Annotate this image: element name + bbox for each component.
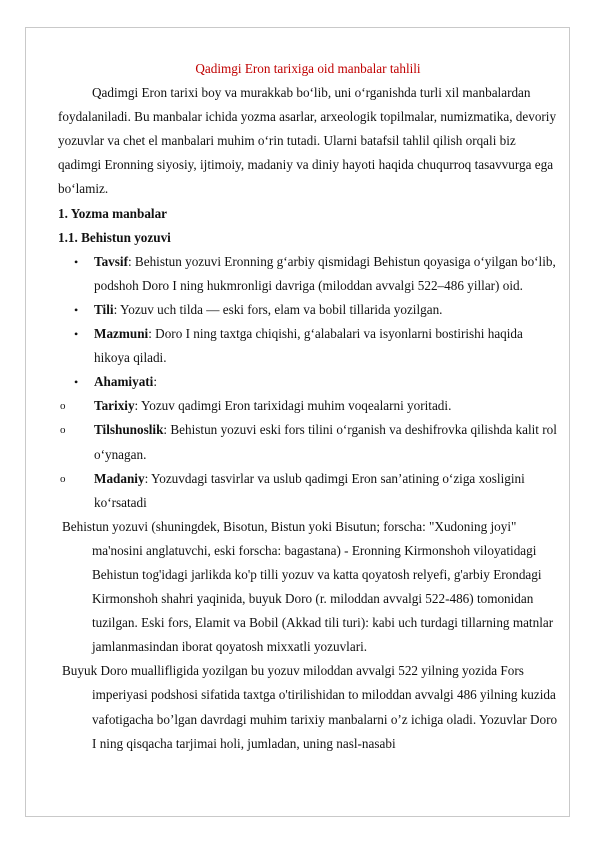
list-item-term: Tavsif [94,253,128,269]
list-item-text: : Behistun yozuvi eski fors tilini o‘rganish va deshifrovka qilishda kalit rol o‘ynagan. [94,422,557,462]
bullet-icon: • [74,375,79,390]
darius-paragraph: Buyuk Doro muallifligida yozilgan bu yozuv miloddan avvalgi 522 yilning yozida Fors imperiyasi podshosi sifatida taxtga o'tirilishidan to miloddan avvalgi 486 yilning kuzida vafotigacha bo’lgan davrdagi muhim tarixiy manbalarni o’z ichiga oladi. Yozuvlar Doro I ning qisqacha tarjimai holi, jumladan, uning nasl-nasabi [62,663,558,751]
list-item [58,298,558,322]
document-body [58,57,558,756]
sub-list-item [58,394,558,418]
section-heading: 1. Yozma manbalar [58,205,168,221]
list-item-term: Tilshunoslik [94,422,164,438]
bullet-icon: • [74,327,79,342]
circle-bullet-icon: o [60,400,66,413]
list-item-text: : Behistun yozuvi Eronning g‘arbiy qismidagi Behistun qoyasiga o‘yilgan bo‘lib, podshoh Doro I ning hukmronligi davriga (miloddan avvalgi 522–486 yillar) oid. [94,253,556,293]
list-item-term: Tili [94,301,114,317]
list-item-text: : Doro I ning taxtga chiqishi, g‘alabalari va isyonlarni bostirishi haqida hikoya qiladi. [94,326,523,366]
list-item [58,250,558,298]
sub-list-item [58,467,558,515]
list-item-text: : [153,374,158,390]
list-item-term: Tarixiy [94,398,135,414]
intro-paragraph: Qadimgi Eron tarixi boy va murakkab bo‘lib, uni o‘rganishda turli xil manbalardan foydalaniladi. Bu manbalar ichida yozma asarlar, arxeologik topilmalar, numizmatika, devoriy yozuvlar va chet el manbalari muhim o‘rin tutadi. Ularni batafsil tahlil qilish orqali biz qadimgi Eronning siyosiy, ijtimoiy, madaniy va diniy hayoti haqida chuqurroq tasavvurga ega bo‘lamiz. [58,85,557,197]
list-item-text: : Yozuvdagi tasvirlar va uslub qadimgi Eron san’atining o‘ziga xosligini ko‘rsatadi [94,470,525,510]
subsection-heading: 1.1. Behistun yozuvi [58,229,171,245]
bullet-list [58,250,558,395]
list-item-text: : Yozuv uch tilda — eski fors, elam va bobil tillarida yozilgan. [113,301,443,317]
list-item-term: Mazmuni [94,326,149,342]
behistun-description-paragraph: Behistun yozuvi (shuningdek, Bisotun, Bistun yoki Bisutun; forscha: "Xudoning joyi" ma'nosini anglatuvchi, eski forscha: bagastana) - Eronning Kirmonshoh viloyatidagi Behistun tog'idagi jarlikda ko'p tilli yozuv va katta qoyatosh relyefi, g'arbiy Erondagi Kirmonshoh shahri yaqinida, buyuk Doro (r. miloddan avvalgi 522-486) tomonidan tuzilgan. Eski fors, Elamit va Bobil (Akkad tili turi): kabi uch turdagi tillarning matnlar jamlanmasindan iborat qoyatosh mixxatli yozuvlari. [62,518,554,655]
list-item [58,322,558,370]
circle-bullet-icon: o [60,424,66,437]
list-item-term: Ahamiyati [94,374,154,390]
bullet-icon: • [74,302,79,317]
document-title: Qadimgi Eron tarixiga oid manbalar tahlili [195,61,421,76]
sub-bullet-list [58,394,558,514]
list-item [58,370,558,394]
list-item-text: : Yozuv qadimgi Eron tarixidagi muhim voqealarni yoritadi. [134,398,452,414]
list-item-term: Madaniy [94,470,145,486]
circle-bullet-icon: o [60,472,66,485]
bullet-icon: • [74,254,79,269]
sub-list-item [58,418,558,466]
